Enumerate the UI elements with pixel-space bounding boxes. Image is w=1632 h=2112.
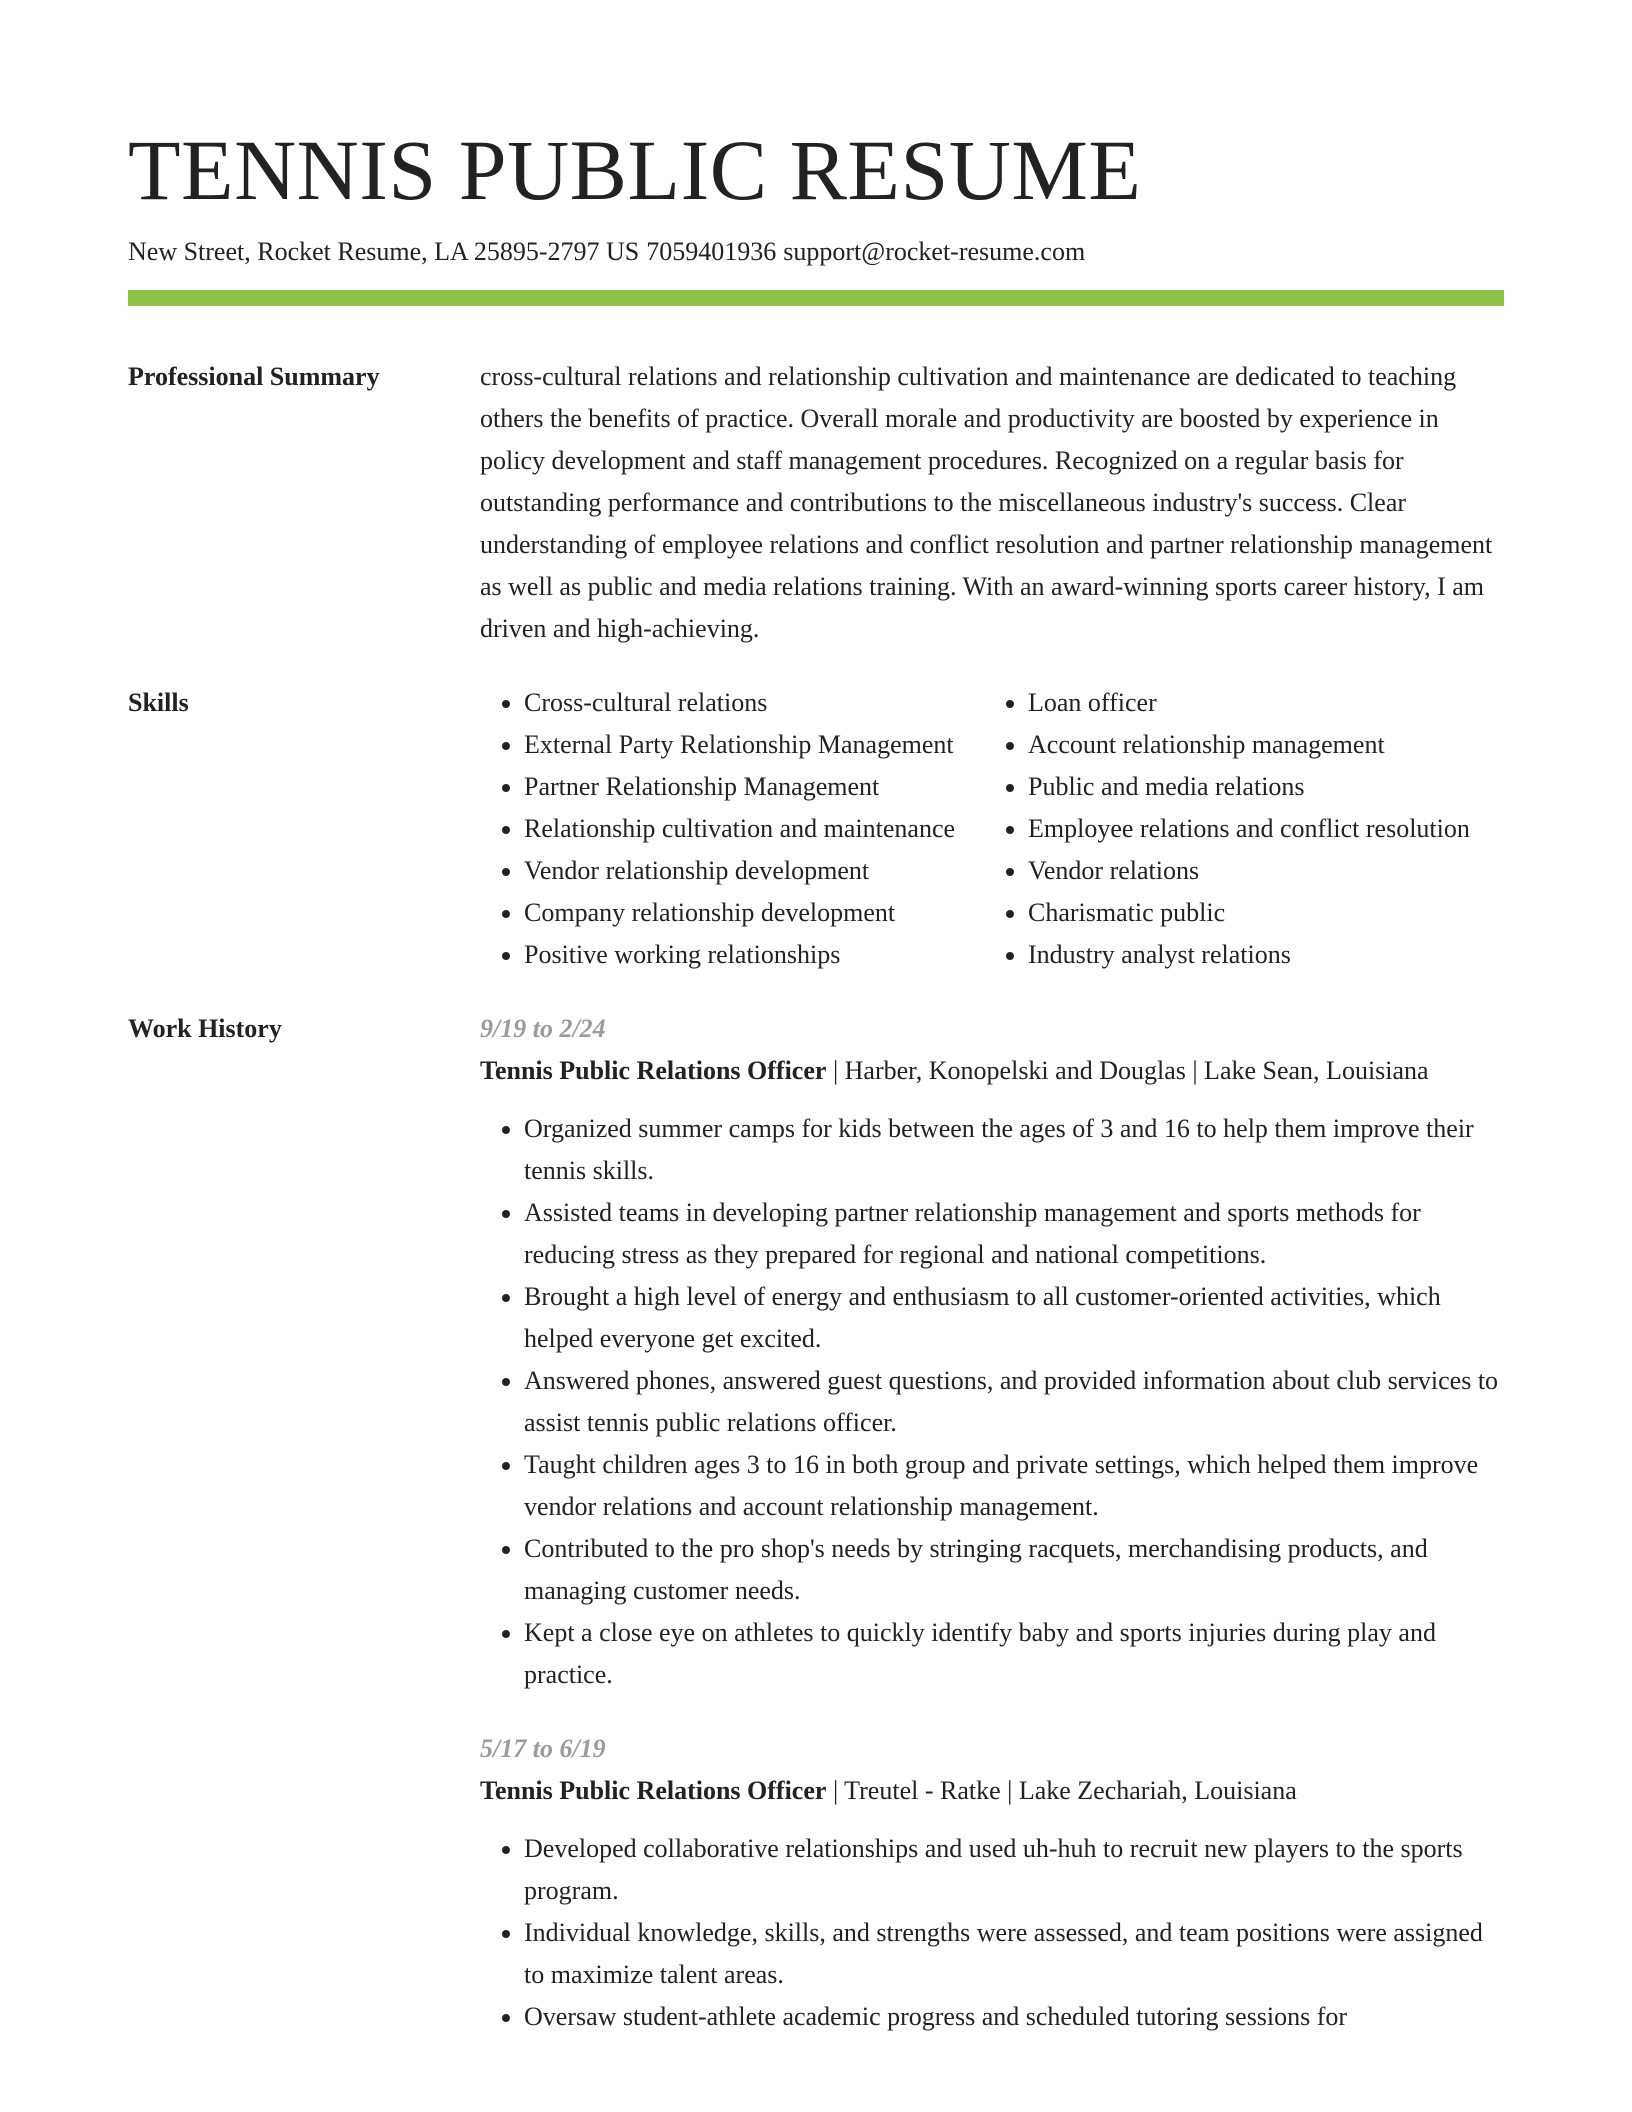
- skill-item: • External Party Relationship Management: [524, 724, 984, 766]
- contact-line: [128, 234, 1504, 270]
- skills-column-right: [984, 682, 1504, 976]
- job-bullet: • Organized summer camps for kids between the ages of 3 and 16 to help them improve their tennis skills.: [524, 1108, 1504, 1192]
- work-history-body: [480, 1008, 1504, 2038]
- skill-item: • Industry analyst relations: [1028, 934, 1504, 976]
- section-label-skills: Skills: [128, 688, 189, 717]
- summary-text: cross-cultural relations and relationship cultivation and maintenance are dedicated to teaching others the benefits of practice. Overall morale and productivity are boosted by experience in policy development and staff management procedures. Recognized on a regular basis for outstanding performance and contributions to the miscellaneous industry's success. Clear understanding of employee relations and conflict resolution and partner relationship management as well as public and media relations training. With an award-winning sports career history, I am driven and high-achieving.: [480, 362, 1493, 643]
- skill-item: • Cross-cultural relations: [524, 682, 984, 724]
- skill-item: • Vendor relations: [1028, 850, 1504, 892]
- skills-section: [128, 682, 1504, 976]
- section-label-summary: Professional Summary: [128, 362, 380, 391]
- skill-item: • Employee relations and conflict resolution: [1028, 808, 1504, 850]
- job-bullet: • Assisted teams in developing partner relationship management and sports methods for reducing stress as they prepared for regional and national competitions.: [524, 1192, 1504, 1276]
- contact-email: support@rocket-resume.com: [783, 237, 1086, 266]
- skill-item: • Account relationship management: [1028, 724, 1504, 766]
- job-bullet: • Brought a high level of energy and enthusiasm to all customer-oriented activities, which helped everyone get excited.: [524, 1276, 1504, 1360]
- skill-item: • Loan officer: [1028, 682, 1504, 724]
- job-title-line: [480, 1050, 1504, 1092]
- work-history-section: [128, 1008, 1504, 2038]
- skill-item: • Vendor relationship development: [524, 850, 984, 892]
- job-dates: 5/17 to 6/19: [480, 1734, 606, 1763]
- job-entry: [480, 1008, 1504, 1696]
- skill-item: • Relationship cultivation and maintenance: [524, 808, 984, 850]
- summary-body: [480, 356, 1504, 650]
- job-details: | Harber, Konopelski and Douglas | Lake Sean, Louisiana: [826, 1056, 1429, 1085]
- job-title: Tennis Public Relations Officer: [480, 1776, 827, 1805]
- professional-summary-section: [128, 356, 1504, 650]
- skill-item: • Company relationship development: [524, 892, 984, 934]
- skill-item: • Partner Relationship Management: [524, 766, 984, 808]
- job-bullets: [480, 1828, 1504, 2038]
- skills-column-left: [480, 682, 984, 976]
- skill-item: • Charismatic public: [1028, 892, 1504, 934]
- job-bullet: • Kept a close eye on athletes to quickly identify baby and sports injuries during play and practice.: [524, 1612, 1504, 1696]
- job-bullet: • Taught children ages 3 to 16 in both group and private settings, which helped them improve vendor relations and account relationship management.: [524, 1444, 1504, 1528]
- job-bullet: • Answered phones, answered guest questions, and provided information about club services to assist tennis public relations officer.: [524, 1360, 1504, 1444]
- job-bullet: • Oversaw student-athlete academic progress and scheduled tutoring sessions for: [524, 1996, 1504, 2038]
- skills-grid: [480, 682, 1504, 976]
- skill-item: • Positive working relationships: [524, 934, 984, 976]
- skill-item: • Public and media relations: [1028, 766, 1504, 808]
- job-title-line: [480, 1770, 1504, 1812]
- job-bullets: [480, 1108, 1504, 1696]
- resume-title: TENNIS PUBLIC RESUME: [128, 122, 1142, 218]
- job-bullet: • Contributed to the pro shop's needs by stringing racquets, merchandising products, and managing customer needs.: [524, 1528, 1504, 1612]
- header-divider: [128, 290, 1504, 306]
- job-title: Tennis Public Relations Officer: [480, 1056, 827, 1085]
- job-bullet: • Individual knowledge, skills, and strengths were assessed, and team positions were assigned to maximize talent areas.: [524, 1912, 1504, 1996]
- contact-phone: 7059401936: [646, 237, 777, 266]
- resume-header: [128, 0, 1504, 306]
- section-label-work: Work History: [128, 1014, 282, 1043]
- contact-address: New Street, Rocket Resume, LA 25895-2797 US: [128, 237, 640, 266]
- job-bullet: • Developed collaborative relationships and used uh-huh to recruit new players to the sports program.: [524, 1828, 1504, 1912]
- job-dates: 9/19 to 2/24: [480, 1014, 606, 1043]
- job-entry: [480, 1728, 1504, 2038]
- job-details: | Treutel - Ratke | Lake Zechariah, Louisiana: [826, 1776, 1297, 1805]
